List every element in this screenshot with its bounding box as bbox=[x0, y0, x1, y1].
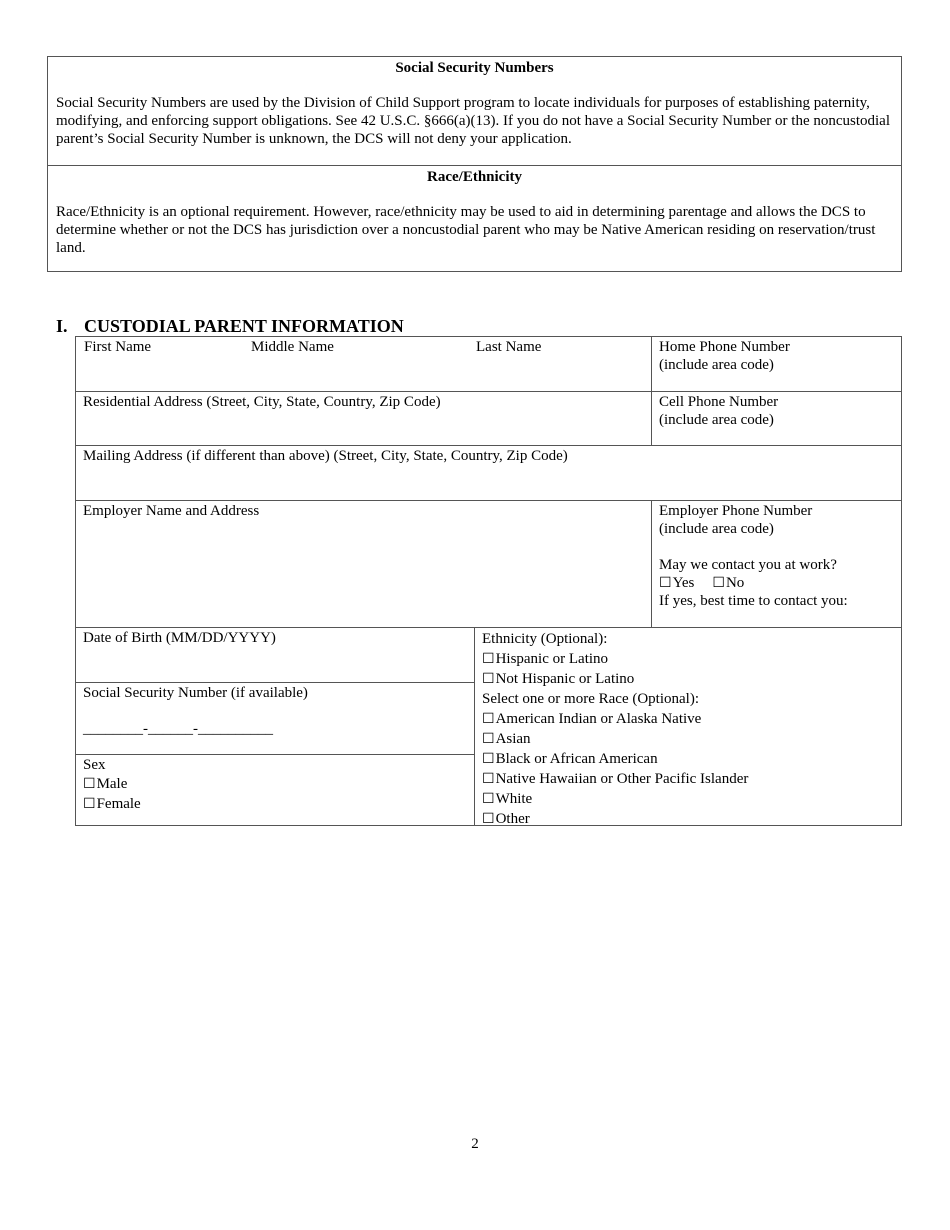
race-option-label: Native Hawaiian or Other Pacific Islander bbox=[495, 771, 749, 787]
yes-label: Yes bbox=[672, 575, 695, 591]
cell-phone-label: Cell Phone Number bbox=[659, 394, 779, 410]
section-number: I. bbox=[56, 316, 68, 336]
ethnicity-race-field bbox=[474, 627, 902, 826]
middle-name-label: Middle Name bbox=[251, 339, 334, 355]
sex-male-option[interactable] bbox=[83, 774, 467, 794]
employer-phone-field bbox=[651, 500, 902, 628]
race-explanation: Race/Ethnicity is an optional requirement. However, race/ethnicity may be used to aid in determining parentage and allows the DCS to determine whether or not the DCS has jurisdiction over a noncustodial parent who may be Native American residing on reservation/trust land. bbox=[56, 204, 876, 256]
race-option-american-indian[interactable] bbox=[482, 709, 894, 729]
last-name-label: Last Name bbox=[476, 339, 542, 355]
race-option-label: Asian bbox=[495, 731, 531, 747]
ssn-label: Social Security Number (if available) bbox=[83, 685, 308, 701]
contact-yes-option[interactable] bbox=[659, 575, 694, 591]
date-of-birth-field[interactable] bbox=[75, 627, 475, 683]
best-time-label: If yes, best time to contact you: bbox=[659, 593, 848, 609]
ssn-explanation: Social Security Numbers are used by the Division of Child Support program to locate individuals for purposes of establishing paternity, modifying, and enforcing support obligations. See 42 U.S.C. §666(a)(13). If you do not have a Social Security Number or the noncustodial parent’s Social Security Number is unknown, the DCS will not deny your application. bbox=[56, 95, 891, 147]
checkbox-icon[interactable]: ☐ bbox=[482, 751, 495, 767]
mailing-address-label: Mailing Address (if different than above) (Street, City, State, Country, Zip Code) bbox=[83, 448, 568, 464]
ssn-heading: Social Security Numbers bbox=[395, 60, 554, 76]
section-title bbox=[56, 316, 404, 336]
date-of-birth-label: Date of Birth (MM/DD/YYYY) bbox=[83, 630, 276, 646]
race-option-black[interactable] bbox=[482, 749, 894, 769]
race-label: Select one or more Race (Optional): bbox=[482, 691, 700, 707]
checkbox-icon[interactable]: ☐ bbox=[83, 776, 96, 792]
contact-at-work-options bbox=[659, 574, 894, 592]
checkbox-icon[interactable]: ☐ bbox=[482, 711, 495, 727]
race-option-other[interactable] bbox=[482, 809, 894, 829]
race-option-label: American Indian or Alaska Native bbox=[495, 711, 702, 727]
contact-no-option[interactable] bbox=[712, 575, 744, 591]
privacy-info-box bbox=[47, 56, 902, 272]
sex-label: Sex bbox=[83, 757, 106, 773]
race-option-label: White bbox=[495, 791, 533, 807]
employer-phone-label: Employer Phone Number bbox=[659, 503, 813, 519]
section-title-text: CUSTODIAL PARENT INFORMATION bbox=[84, 316, 404, 336]
employer-field[interactable] bbox=[75, 500, 652, 628]
ssn-field[interactable] bbox=[75, 682, 475, 755]
checkbox-icon[interactable]: ☐ bbox=[482, 771, 495, 787]
female-label: Female bbox=[96, 796, 141, 812]
ethnicity-option-label: Hispanic or Latino bbox=[495, 651, 609, 667]
residential-address-label: Residential Address (Street, City, State, Country, Zip Code) bbox=[83, 394, 441, 410]
ethnicity-option-label: Not Hispanic or Latino bbox=[495, 671, 635, 687]
ethnicity-option-not-hispanic[interactable] bbox=[482, 669, 894, 689]
cell-phone-field[interactable] bbox=[651, 391, 902, 446]
sex-field bbox=[75, 754, 475, 826]
first-name-label: First Name bbox=[84, 339, 152, 355]
employer-label: Employer Name and Address bbox=[83, 503, 260, 519]
home-phone-note: (include area code) bbox=[659, 357, 774, 373]
cell-phone-note: (include area code) bbox=[659, 412, 774, 428]
checkbox-icon[interactable]: ☐ bbox=[482, 811, 495, 827]
race-option-label: Black or African American bbox=[495, 751, 658, 767]
page-number: 2 bbox=[471, 1136, 479, 1152]
race-option-white[interactable] bbox=[482, 789, 894, 809]
mailing-address-field[interactable] bbox=[75, 445, 902, 501]
checkbox-icon[interactable]: ☐ bbox=[482, 731, 495, 747]
checkbox-icon[interactable]: ☐ bbox=[659, 575, 672, 591]
name-field[interactable] bbox=[75, 336, 652, 392]
residential-address-field[interactable] bbox=[75, 391, 652, 446]
checkbox-icon[interactable]: ☐ bbox=[482, 651, 495, 667]
checkbox-icon[interactable]: ☐ bbox=[83, 796, 96, 812]
race-option-label: Other bbox=[495, 811, 530, 827]
ethnicity-label: Ethnicity (Optional): bbox=[482, 631, 608, 647]
sex-female-option[interactable] bbox=[83, 794, 467, 814]
race-info-section bbox=[48, 166, 901, 257]
contact-at-work-question: May we contact you at work? bbox=[659, 557, 837, 573]
ssn-blank-line[interactable]: ________-______-__________ bbox=[83, 721, 273, 737]
checkbox-icon[interactable]: ☐ bbox=[482, 671, 495, 687]
no-label: No bbox=[725, 575, 745, 591]
home-phone-field[interactable] bbox=[651, 336, 902, 392]
checkbox-icon[interactable]: ☐ bbox=[482, 791, 495, 807]
employer-phone-note: (include area code) bbox=[659, 521, 774, 537]
race-heading: Race/Ethnicity bbox=[427, 169, 522, 185]
male-label: Male bbox=[96, 776, 128, 792]
race-option-pacific-islander[interactable] bbox=[482, 769, 894, 789]
ethnicity-option-hispanic[interactable] bbox=[482, 649, 894, 669]
race-option-asian[interactable] bbox=[482, 729, 894, 749]
checkbox-icon[interactable]: ☐ bbox=[712, 575, 725, 591]
home-phone-label: Home Phone Number bbox=[659, 339, 790, 355]
ssn-info-section bbox=[48, 57, 901, 166]
